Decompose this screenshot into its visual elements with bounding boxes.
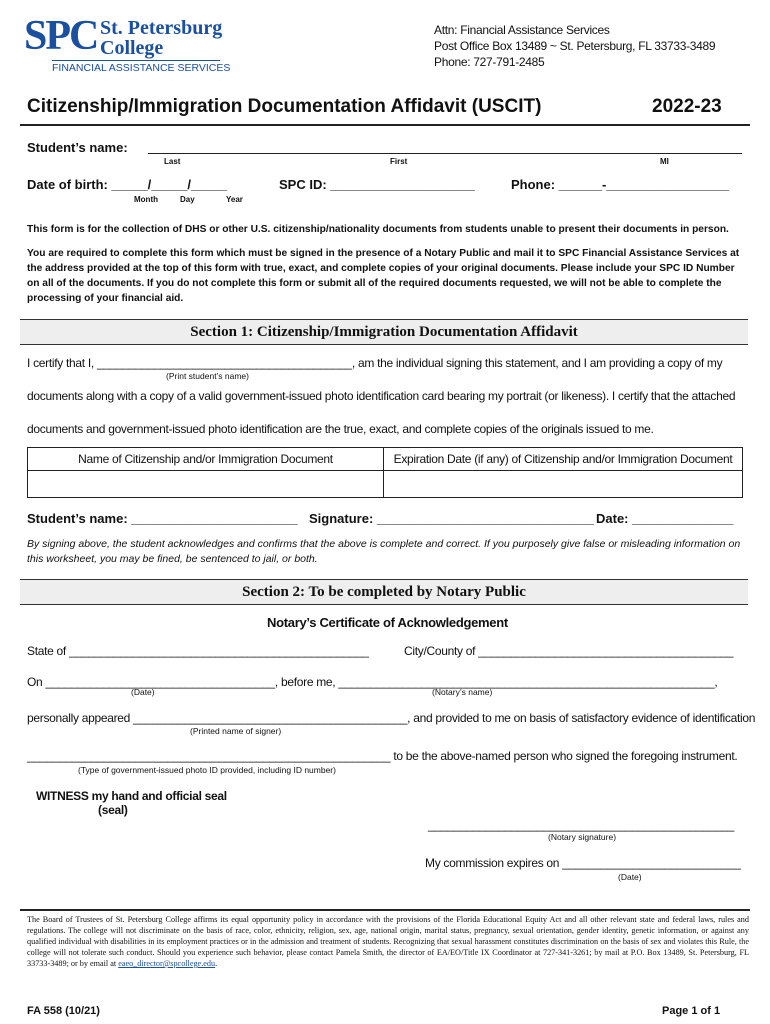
phone-field[interactable]: Phone: ______-_________________ — [511, 177, 730, 192]
printed-signer-note: (Printed name of signer) — [190, 726, 282, 736]
certify-line3: documents and government-issued photo identification are the true, exact, and complete copies of the originals issued to me. — [27, 422, 654, 436]
intro-p1: This form is for the collection of DHS or other U.S. citizenship/nationality documents from students unable to present their documents in person. — [27, 224, 729, 235]
witness-text: WITNESS my hand and official seal — [36, 789, 227, 803]
certify-line1: I certify that I, ________________________________________, am the individual signing this statement, and I am providing a copy of my — [27, 356, 723, 370]
date-note: (Date) — [131, 687, 155, 697]
id-note: (Type of government-issued photo ID provided, including ID number) — [78, 765, 336, 775]
notary-cert-title: Notary’s Certificate of Acknowledgement — [267, 615, 508, 630]
id-line[interactable]: _________________________________________________________ to be the above-named person who signed the foregoing instrument. — [27, 749, 738, 763]
doc-expiration-header: Expiration Date (if any) of Citizenship and/or Immigration Document — [384, 448, 743, 471]
notary-signature-line[interactable]: ________________________________________________ — [428, 818, 734, 832]
sign-signature[interactable]: Signature: ______________________________ — [309, 511, 594, 526]
eeo-statement — [27, 914, 749, 969]
form-number: FA 558 (10/21) — [27, 1005, 100, 1017]
mi-label: MI — [660, 157, 669, 166]
table-header-row — [28, 448, 743, 471]
section2-header — [20, 579, 748, 605]
address-phone: Phone: 727-791-2485 — [434, 55, 545, 69]
county-field[interactable]: City/County of ________________________________________ — [404, 644, 734, 658]
certify-line2: documents along with a copy of a valid government-issued photo identification card bearing my portrait (or likeness). I certify that the attached — [27, 389, 736, 403]
doc-name-cell[interactable] — [28, 471, 384, 498]
eeo-period: . — [215, 959, 218, 968]
section1-title: Section 1: Citizenship/Immigration Documentation Affidavit — [190, 324, 578, 340]
first-label: First — [390, 157, 408, 166]
doc-expiration-cell[interactable] — [384, 471, 743, 498]
appeared-line[interactable]: personally appeared ___________________________________________, and provided to me on basis of satisfactory evidence of identification — [27, 711, 756, 725]
form-title: Citizenship/Immigration Documentation Affidavit (USCIT) — [27, 96, 542, 117]
title-rule — [20, 124, 750, 126]
form-year: 2022-23 — [652, 96, 722, 117]
commission-expires[interactable]: My commission expires on ____________________________ — [425, 856, 741, 870]
year-label: Year — [226, 195, 243, 204]
disclaimer: By signing above, the student acknowledges and confirms that the above is complete and correct. If you purposely give false or misleading information on this worksheet, you may be fined, be sentenced to jail, or both. — [27, 538, 741, 565]
doc-name-header: Name of Citizenship and/or Immigration Document — [28, 448, 384, 471]
sign-date[interactable]: Date: ______________ — [596, 511, 734, 526]
state-field[interactable]: State of _______________________________________________ — [27, 644, 369, 658]
last-label: Last — [164, 157, 181, 166]
notary-signature-note: (Notary signature) — [548, 832, 617, 842]
logo-line2: College — [100, 37, 164, 59]
logo-line1: St. Petersburg — [100, 17, 223, 39]
student-name-label: Student’s name: — [27, 140, 128, 155]
address-attn: Attn: Financial Assistance Services — [434, 23, 610, 37]
address-po: Post Office Box 13489 ~ St. Petersburg, FL 33733-3489 — [434, 39, 716, 53]
sign-student-name[interactable]: Student’s name: _______________________ — [27, 511, 298, 526]
day-label: Day — [180, 195, 195, 204]
page-number: Page 1 of 1 — [662, 1005, 721, 1017]
spc-id-field[interactable]: SPC ID: ____________________ — [279, 177, 475, 192]
student-name-line[interactable] — [148, 153, 742, 154]
section2-title: Section 2: To be completed by Notary Public — [242, 584, 526, 600]
table-row[interactable] — [28, 471, 743, 498]
seal-text: (seal) — [98, 803, 128, 817]
expires-date-note: (Date) — [618, 872, 642, 882]
on-date-line[interactable]: On ____________________________________, before me, ___________________________________________________________, — [27, 675, 718, 689]
intro-p2: You are required to complete this form which must be signed in the presence of a Notary Public and mail it to SPC Financial Assistance Services at the address provided at the top of this form with true, exact, and complete copies of your original documents. Please include your SPC ID Number on all of the documents. If you do not complete this form or submit all of the required documents requested, we will not be able to complete the processing of your financial aid. — [27, 248, 740, 304]
print-name-note: (Print student’s name) — [166, 371, 249, 381]
logo-subtitle: FINANCIAL ASSISTANCE SERVICES — [52, 62, 231, 74]
notary-name-note: (Notary’s name) — [432, 687, 493, 697]
footer-rule — [20, 909, 750, 911]
eeo-text: The Board of Trustees of St. Petersburg College affirms its equal opportunity policy in accordance with the provisions of the Florida Educational Equity Act and all other relevant state and federal laws, rules and regulations. The college will not discriminate on the basis of race, color, ethnicity, religion, sex, age, national origin, marital status, pregnancy, sexual orientation, gender identity, genetic information, or against any qualified individual with disabilities in its employment practices or in the admission and treatment of students. Recognizing that sexual harassment constitutes discrimination on the basis of sex and violates this Rule, the college will not tolerate such conduct. Should you experience such behavior, please contact Pamela Smith, the director of EA/EO/Title IX Coordinator at 727-341-3261; by mail at P.O. Box 13489, St. Petersburg, FL 33733-3489; or by email at — [27, 915, 749, 968]
section1-header — [20, 319, 748, 345]
month-label: Month — [134, 195, 158, 204]
dob-label[interactable]: Date of birth: _____/_____/_____ — [27, 177, 228, 192]
logo-letters: SPC — [24, 13, 98, 59]
logo-rule — [52, 60, 220, 61]
eeo-email-link[interactable]: eaeo_director@spcollege.edu — [118, 959, 216, 968]
documents-table — [27, 447, 743, 498]
